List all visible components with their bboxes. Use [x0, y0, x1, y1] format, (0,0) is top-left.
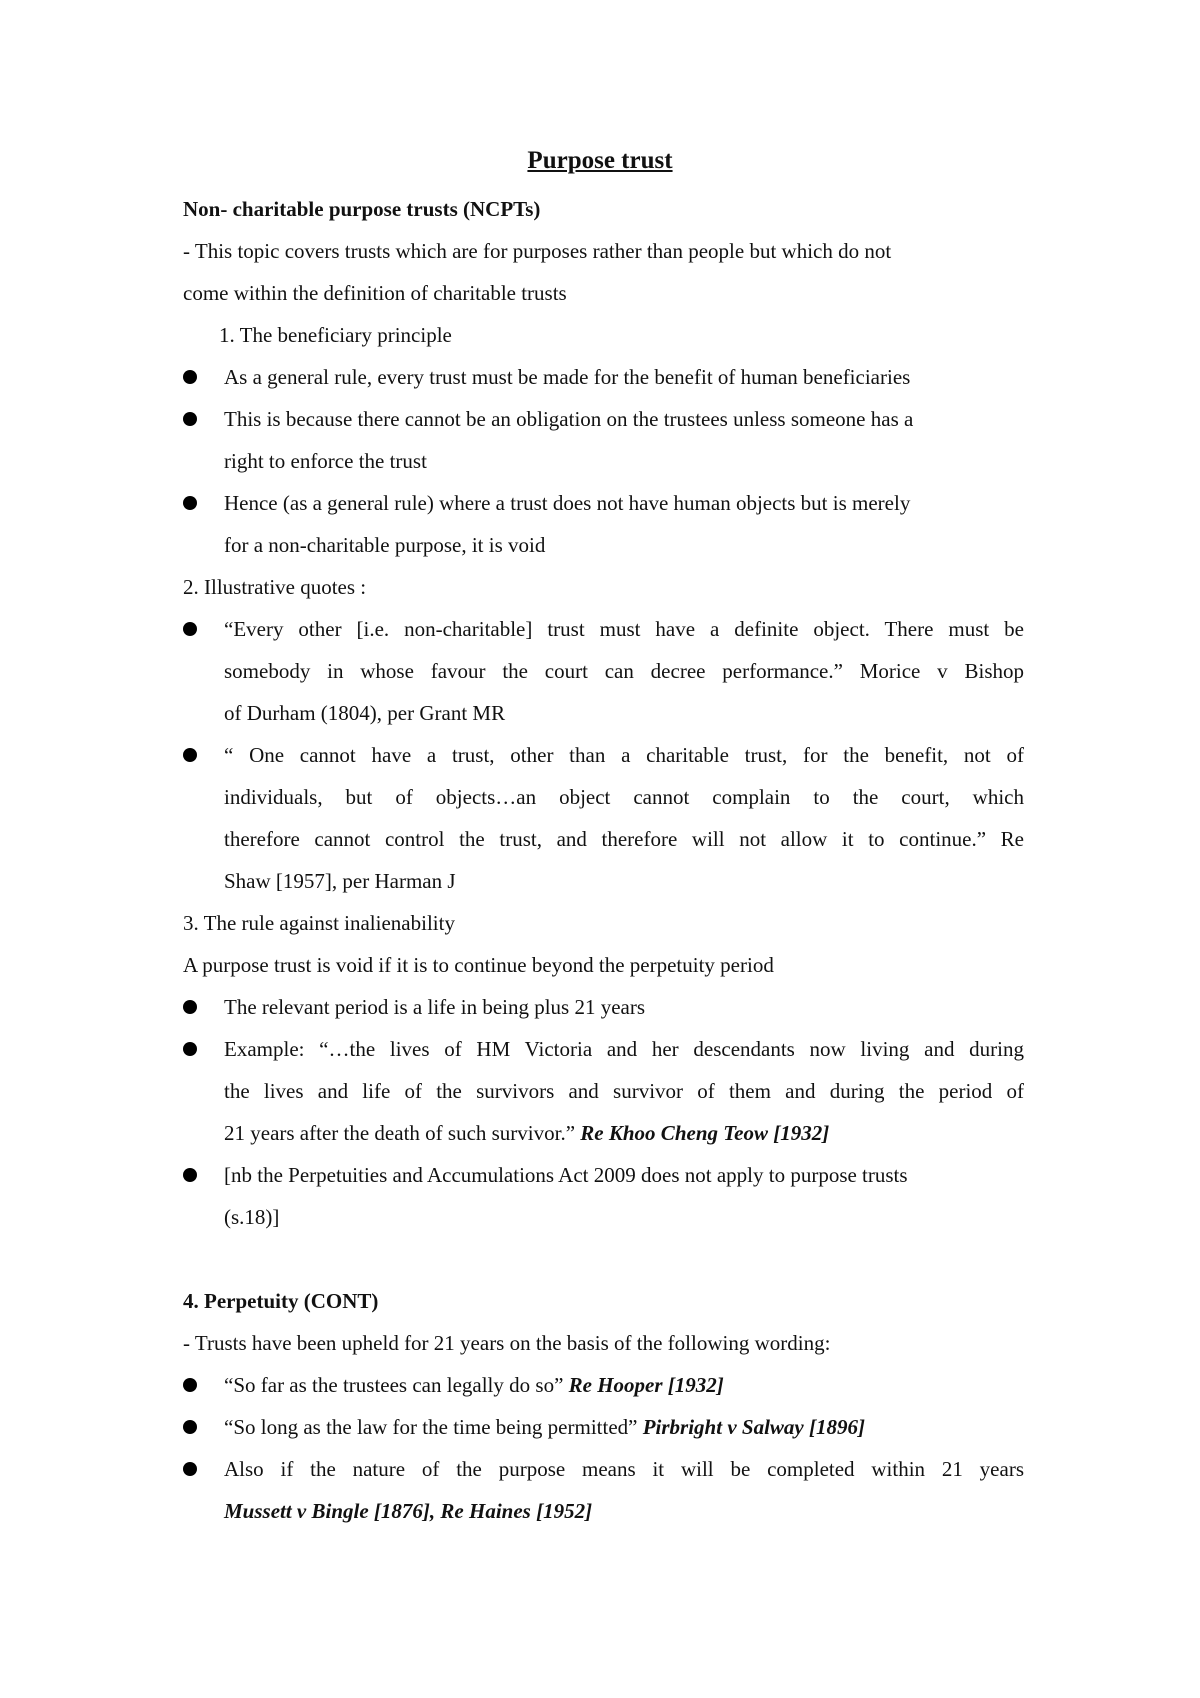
section1-heading: 1. The beneficiary principle [219, 323, 452, 347]
case-citation: Pirbright v Salway [1896] [642, 1415, 865, 1439]
section4-heading: 4. Perpetuity (CONT) [183, 1289, 379, 1313]
bullet-icon [183, 748, 197, 762]
bullet-icon [183, 496, 197, 510]
s3-bullet2-line3-text: 21 years after the death of such survivor.” [224, 1121, 576, 1145]
s1-bullet3-line2: for a non-charitable purpose, it is void [224, 533, 546, 557]
quote1-line3: of Durham (1804), per Grant MR [224, 701, 506, 725]
intro-line-2: come within the definition of charitable trusts [183, 281, 567, 305]
s3-bullet2-line2: the lives and life of the survivors and survivor of them and during the period of [224, 1079, 1024, 1103]
case-citation: Mussett v Bingle [1876], Re Haines [1952] [224, 1499, 593, 1523]
s3-bullet2-line1: Example: “…the lives of HM Victoria and her descendants now living and during [224, 1037, 1024, 1061]
quote1-line1: “Every other [i.e. non-charitable] trust must have a definite object. There must be [224, 617, 1024, 641]
s1-bullet1-line1: As a general rule, every trust must be made for the benefit of human beneficiaries [224, 365, 911, 389]
s4-bullet2 [224, 1414, 865, 1440]
case-citation: Re Hooper [1932] [568, 1373, 724, 1397]
section3-heading: 3. The rule against inalienability [183, 911, 455, 935]
s4-bullet3-line1: Also if the nature of the purpose means it will be completed within 21 years [224, 1457, 1024, 1481]
section3-intro: A purpose trust is void if it is to continue beyond the perpetuity period [183, 953, 774, 977]
section2-heading: 2. Illustrative quotes : [183, 575, 367, 599]
s4-bullet1 [224, 1372, 724, 1398]
bullet-icon [183, 1420, 197, 1434]
s3-bullet2-line3 [224, 1120, 829, 1146]
quote2-line2: individuals, but of objects…an object cannot complain to the court, which [224, 785, 1024, 809]
bullet-icon [183, 622, 197, 636]
s3-bullet3-line1: [nb the Perpetuities and Accumulations Act 2009 does not apply to purpose trusts [224, 1163, 908, 1187]
s3-bullet1: The relevant period is a life in being plus 21 years [224, 995, 646, 1019]
quote2-line3: therefore cannot control the trust, and therefore will not allow it to continue.” Re [224, 827, 1024, 851]
intro-line-1: - This topic covers trusts which are for purposes rather than people but which do not [183, 239, 892, 263]
case-citation: Re Khoo Cheng Teow [1932] [580, 1121, 830, 1145]
page-title: Purpose trust [527, 147, 673, 174]
quote2-line1: “ One cannot have a trust, other than a charitable trust, for the benefit, not of [224, 743, 1024, 767]
s1-bullet2-line2: right to enforce the trust [224, 449, 427, 473]
bullet-icon [183, 1462, 197, 1476]
bullet-icon [183, 1000, 197, 1014]
quote1-line2: somebody in whose favour the court can decree performance.” Morice v Bishop [224, 659, 1024, 683]
section-heading-ncpt: Non- charitable purpose trusts (NCPTs) [183, 197, 541, 221]
bullet-icon [183, 1378, 197, 1392]
bullet-icon [183, 412, 197, 426]
bullet-icon [183, 1042, 197, 1056]
quote2-line4: Shaw [1957], per Harman J [224, 869, 456, 893]
s4-bullet2-text: “So long as the law for the time being permitted” [224, 1415, 638, 1439]
bullet-icon [183, 1168, 197, 1182]
s1-bullet3-line1: Hence (as a general rule) where a trust does not have human objects but is merely [224, 491, 911, 515]
s1-bullet2-line1: This is because there cannot be an obligation on the trustees unless someone has a [224, 407, 914, 431]
s3-bullet3-line2: (s.18)] [224, 1205, 280, 1229]
bullet-icon [183, 370, 197, 384]
s4-bullet1-text: “So far as the trustees can legally do so” [224, 1373, 564, 1397]
section4-intro: - Trusts have been upheld for 21 years on the basis of the following wording: [183, 1331, 831, 1355]
